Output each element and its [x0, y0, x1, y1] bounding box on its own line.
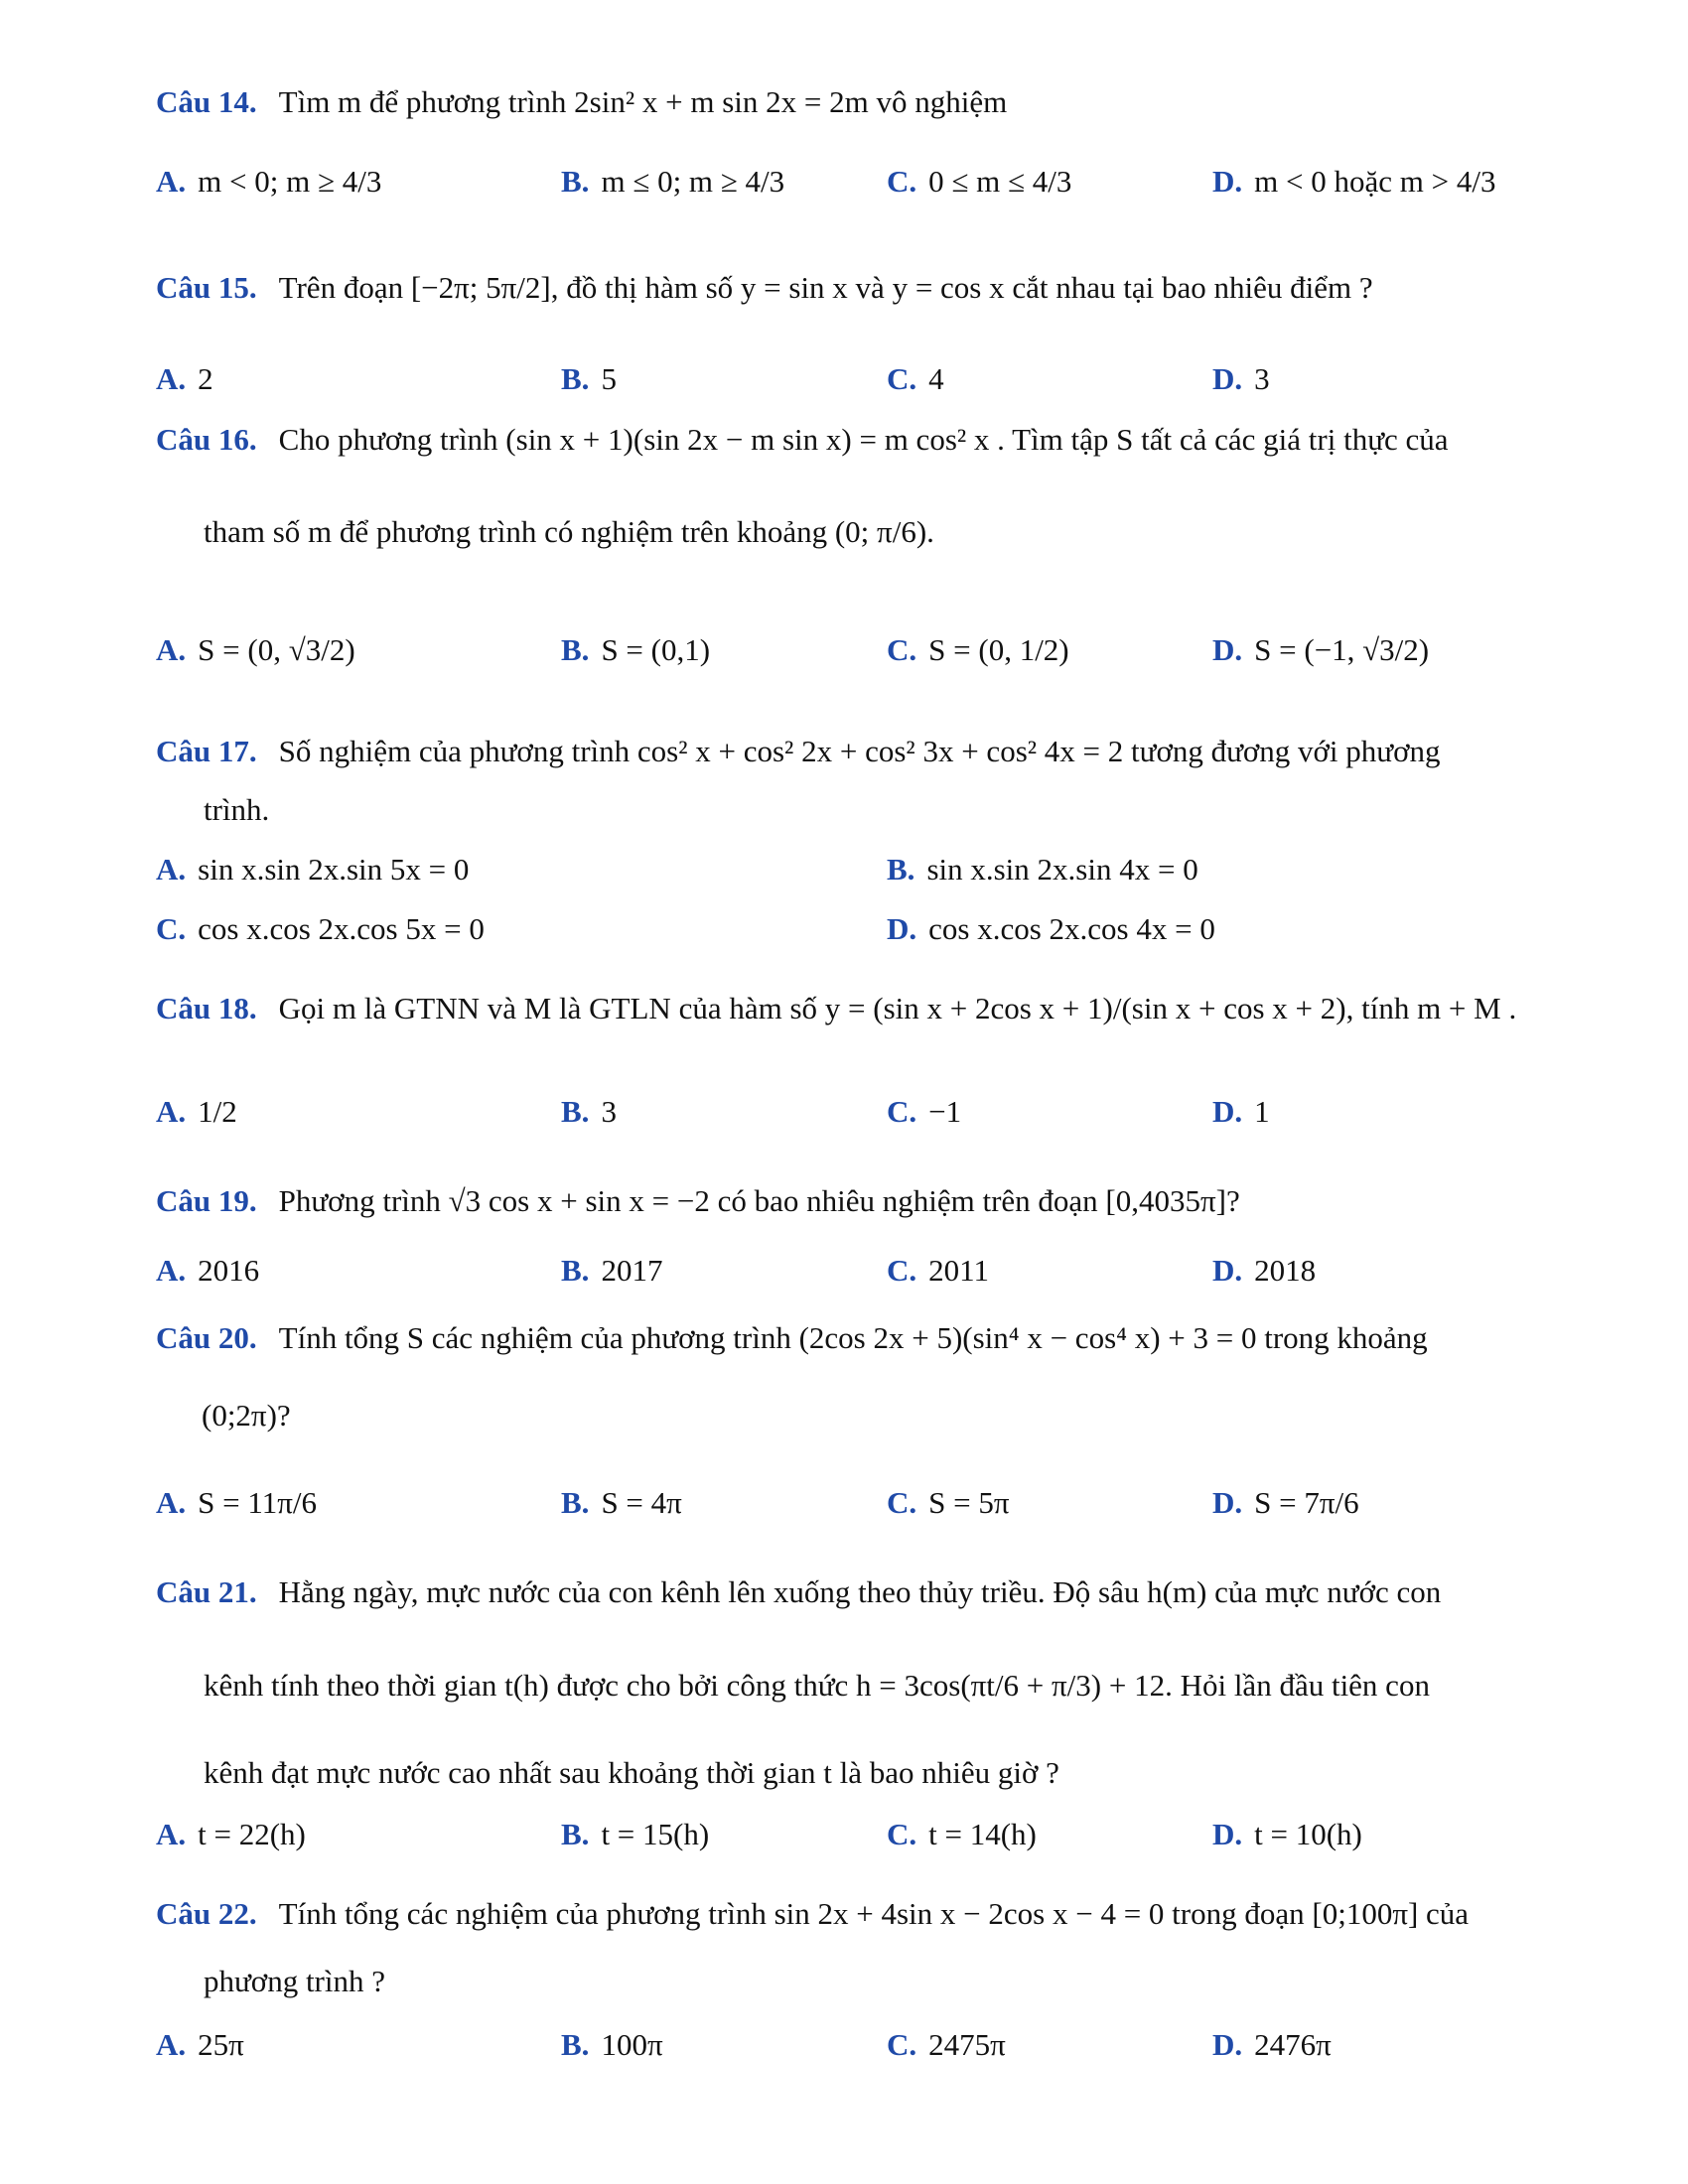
question-label: Câu 16. [156, 422, 257, 457]
option-c[interactable] [887, 1815, 1037, 1854]
option-label: A. [156, 1253, 187, 1288]
question-stem: Cho phương trình (sin x + 1)(sin 2x − m sin x) = m cos² x . Tìm tập S tất cả các giá trị thực của [278, 422, 1449, 457]
option-d[interactable] [887, 909, 1215, 949]
option-text: sin x.sin 2x.sin 4x = 0 [926, 852, 1198, 887]
option-text: −1 [928, 1094, 962, 1129]
question-stem: Phương trình √3 cos x + sin x = −2 có bao nhiêu nghiệm trên đoạn [0,4035π]? [278, 1183, 1240, 1218]
option-label: A. [156, 632, 187, 667]
option-d[interactable] [1212, 1092, 1270, 1132]
option-a[interactable] [156, 162, 381, 202]
option-text: t = 15(h) [601, 1817, 710, 1851]
option-label: B. [887, 852, 915, 887]
option-text: S = 5π [928, 1485, 1010, 1520]
option-label: D. [1212, 1253, 1243, 1288]
option-d[interactable] [1212, 2025, 1332, 2065]
option-text: cos x.cos 2x.cos 5x = 0 [198, 911, 485, 946]
question-label: Câu 17. [156, 734, 257, 768]
option-text: 2 [198, 361, 213, 396]
option-b[interactable] [561, 162, 784, 202]
option-a[interactable] [156, 1815, 306, 1854]
option-c[interactable] [887, 2025, 1006, 2065]
option-label: A. [156, 1094, 187, 1129]
option-label: B. [561, 632, 590, 667]
question-label: Câu 20. [156, 1320, 257, 1355]
option-label: A. [156, 852, 187, 887]
option-c[interactable] [887, 1251, 989, 1291]
option-d[interactable] [1212, 162, 1495, 202]
option-text: S = (0,1) [601, 632, 711, 667]
option-text: 5 [601, 361, 617, 396]
option-text: sin x.sin 2x.sin 5x = 0 [198, 852, 470, 887]
option-label: A. [156, 1817, 187, 1851]
option-label: D. [1212, 1485, 1243, 1520]
option-label: C. [887, 632, 917, 667]
question-15 [156, 268, 1616, 308]
option-label: B. [561, 1817, 590, 1851]
option-label: D. [887, 911, 917, 946]
option-text: S = 11π/6 [198, 1485, 317, 1520]
option-label: D. [1212, 1094, 1243, 1129]
option-text: t = 14(h) [928, 1817, 1037, 1851]
option-b[interactable] [561, 1251, 662, 1291]
option-text: 2476π [1254, 2027, 1332, 2062]
option-b[interactable] [561, 1092, 617, 1132]
option-d[interactable] [1212, 1483, 1359, 1523]
option-a[interactable] [156, 630, 355, 670]
question-label: Câu 21. [156, 1574, 257, 1609]
option-label: B. [561, 1485, 590, 1520]
option-text: 1/2 [198, 1094, 237, 1129]
option-text: m < 0; m ≥ 4/3 [198, 164, 382, 199]
option-a[interactable] [156, 1483, 317, 1523]
option-text: cos x.cos 2x.cos 4x = 0 [928, 911, 1215, 946]
option-a[interactable] [156, 1251, 259, 1291]
option-d[interactable] [1212, 359, 1270, 399]
option-label: A. [156, 361, 187, 396]
option-text: S = (−1, √3/2) [1254, 632, 1430, 667]
option-label: B. [561, 2027, 590, 2062]
question-16 [156, 420, 1616, 460]
option-label: A. [156, 1485, 187, 1520]
option-d[interactable] [1212, 1815, 1362, 1854]
option-b[interactable] [561, 1815, 709, 1854]
option-label: D. [1212, 164, 1243, 199]
question-20 [156, 1318, 1616, 1358]
option-text: 25π [198, 2027, 244, 2062]
option-label: C. [887, 1253, 917, 1288]
option-text: 2016 [198, 1253, 260, 1288]
option-label: D. [1212, 632, 1243, 667]
option-c[interactable] [156, 909, 485, 949]
option-label: B. [561, 164, 590, 199]
option-text: 2017 [601, 1253, 663, 1288]
option-c[interactable] [887, 359, 944, 399]
question-label: Câu 22. [156, 1896, 257, 1931]
question-stem-continued: (0;2π)? [202, 1398, 291, 1433]
option-label: B. [561, 1253, 590, 1288]
option-label: B. [561, 361, 590, 396]
option-d[interactable] [1212, 1251, 1316, 1291]
option-text: m < 0 hoặc m > 4/3 [1254, 164, 1496, 199]
option-text: 2018 [1254, 1253, 1317, 1288]
option-text: 100π [601, 2027, 663, 2062]
option-b[interactable] [887, 850, 1198, 889]
option-text: t = 22(h) [198, 1817, 306, 1851]
option-label: C. [887, 361, 917, 396]
option-b[interactable] [561, 630, 710, 670]
option-text: 0 ≤ m ≤ 4/3 [928, 164, 1072, 199]
option-c[interactable] [887, 162, 1071, 202]
option-label: B. [561, 1094, 590, 1129]
question-stem-continued: trình. [204, 792, 270, 827]
question-stem: Hằng ngày, mực nước của con kênh lên xuống theo thủy triều. Độ sâu h(m) của mực nước con [278, 1574, 1442, 1609]
option-a[interactable] [156, 359, 213, 399]
option-c[interactable] [887, 630, 1069, 670]
question-stem: Tính tổng các nghiệm của phương trình sin 2x + 4sin x − 2cos x − 4 = 0 trong đoạn [0;100π] của [278, 1896, 1470, 1931]
question-stem: Gọi m là GTNN và M là GTLN của hàm số y = (sin x + 2cos x + 1)/(sin x + cos x + 2), tính m + M . [278, 991, 1517, 1025]
question-21 [156, 1572, 1616, 1612]
question-stem: Số nghiệm của phương trình cos² x + cos² 2x + cos² 3x + cos² 4x = 2 tương đương với phương [278, 734, 1441, 768]
option-b[interactable] [561, 359, 617, 399]
option-label: C. [156, 911, 187, 946]
option-text: 1 [1254, 1094, 1270, 1129]
option-text: 3 [1254, 361, 1270, 396]
option-text: 3 [601, 1094, 617, 1129]
option-a[interactable] [156, 1092, 237, 1132]
question-17 [156, 732, 1616, 771]
question-19 [156, 1181, 1616, 1221]
question-stem: Tính tổng S các nghiệm của phương trình (2cos 2x + 5)(sin⁴ x − cos⁴ x) + 3 = 0 trong khoảng [278, 1320, 1428, 1355]
question-label: Câu 19. [156, 1183, 257, 1218]
option-text: S = (0, √3/2) [198, 632, 355, 667]
option-label: A. [156, 164, 187, 199]
question-label: Câu 14. [156, 84, 257, 119]
question-stem: Tìm m để phương trình 2sin² x + m sin 2x = 2m vô nghiệm [278, 84, 1008, 119]
question-22 [156, 1894, 1616, 1934]
question-label: Câu 18. [156, 991, 257, 1025]
option-c[interactable] [887, 1483, 1010, 1523]
question-label: Câu 15. [156, 270, 257, 305]
option-a[interactable] [156, 2025, 244, 2065]
option-label: D. [1212, 2027, 1243, 2062]
question-stem: Trên đoạn [−2π; 5π/2], đồ thị hàm số y = sin x và y = cos x cắt nhau tại bao nhiêu điểm ? [278, 270, 1373, 305]
option-text: t = 10(h) [1254, 1817, 1362, 1851]
question-stem-continued: phương trình ? [204, 1964, 386, 1998]
option-text: 2475π [928, 2027, 1006, 2062]
option-text: 2011 [928, 1253, 989, 1288]
option-text: m ≤ 0; m ≥ 4/3 [601, 164, 785, 199]
option-d[interactable] [1212, 630, 1429, 670]
option-label: C. [887, 2027, 917, 2062]
question-14 [156, 82, 1616, 122]
option-text: S = (0, 1/2) [928, 632, 1069, 667]
option-b[interactable] [561, 1483, 682, 1523]
option-label: C. [887, 1817, 917, 1851]
option-label: A. [156, 2027, 187, 2062]
option-label: C. [887, 1485, 917, 1520]
option-text: S = 4π [601, 1485, 682, 1520]
option-label: D. [1212, 1817, 1243, 1851]
question-stem-continued: kênh tính theo thời gian t(h) được cho bởi công thức h = 3cos(πt/6 + π/3) + 12. Hỏi lần đầu tiên con [204, 1668, 1430, 1703]
question-stem-continued: tham số m để phương trình có nghiệm trên khoảng (0; π/6). [204, 514, 934, 549]
option-label: C. [887, 1094, 917, 1129]
option-a[interactable] [156, 850, 469, 889]
option-label: D. [1212, 361, 1243, 396]
option-text: 4 [928, 361, 944, 396]
question-stem-continued-2: kênh đạt mực nước cao nhất sau khoảng thời gian t là bao nhiêu giờ ? [204, 1755, 1059, 1790]
option-b[interactable] [561, 2025, 663, 2065]
option-text: S = 7π/6 [1254, 1485, 1359, 1520]
option-c[interactable] [887, 1092, 961, 1132]
question-18 [156, 989, 1616, 1028]
option-label: C. [887, 164, 917, 199]
